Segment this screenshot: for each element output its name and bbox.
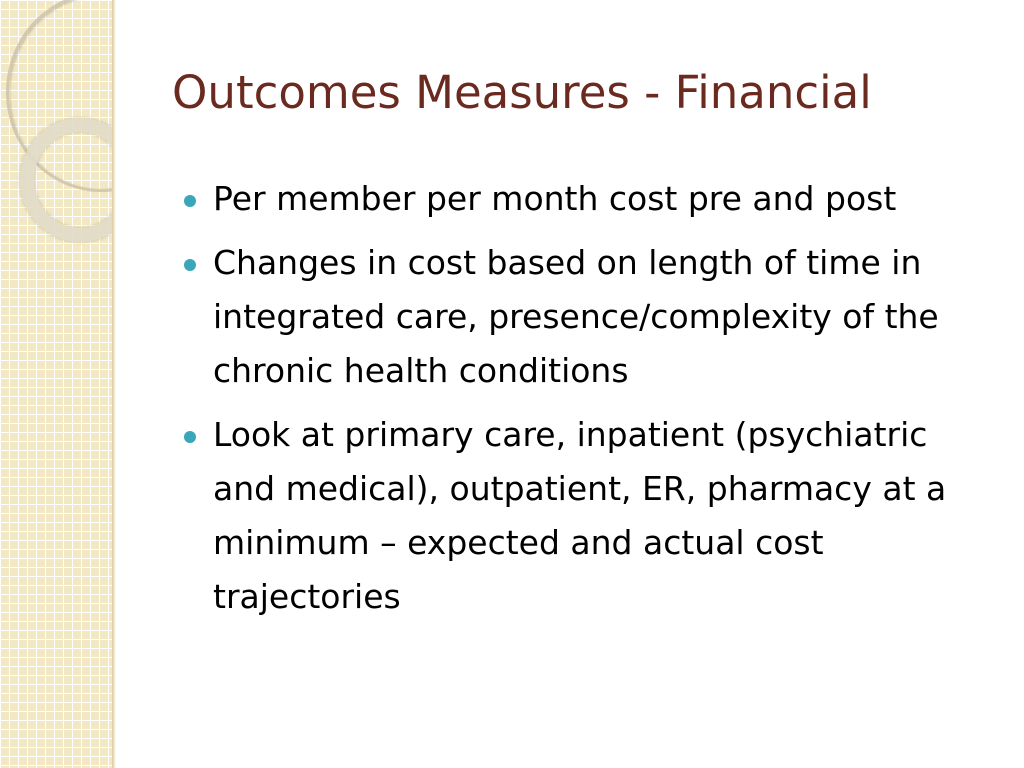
- decorative-side-panel: [0, 0, 112, 768]
- bullet-item: [184, 172, 984, 226]
- side-panel-shadow: [112, 0, 116, 768]
- bullet-list: [184, 172, 984, 634]
- bullet-text: Changes in cost based on length of time in integrated care, presence/complexity of the chronic health conditions: [213, 243, 939, 390]
- bullet-item: [184, 236, 984, 398]
- bullet-dot-icon: [184, 195, 196, 207]
- bullet-dot-icon: [184, 431, 196, 443]
- bullet-text: Per member per month cost pre and post: [213, 179, 897, 218]
- slide-title: Outcomes Measures - Financial: [172, 66, 872, 119]
- bullet-text: Look at primary care, inpatient (psychiatric and medical), outpatient, ER, pharmacy at a minimum – expected and actual cost trajectories: [213, 415, 947, 616]
- bullet-dot-icon: [184, 259, 196, 271]
- bullet-item: [184, 408, 984, 624]
